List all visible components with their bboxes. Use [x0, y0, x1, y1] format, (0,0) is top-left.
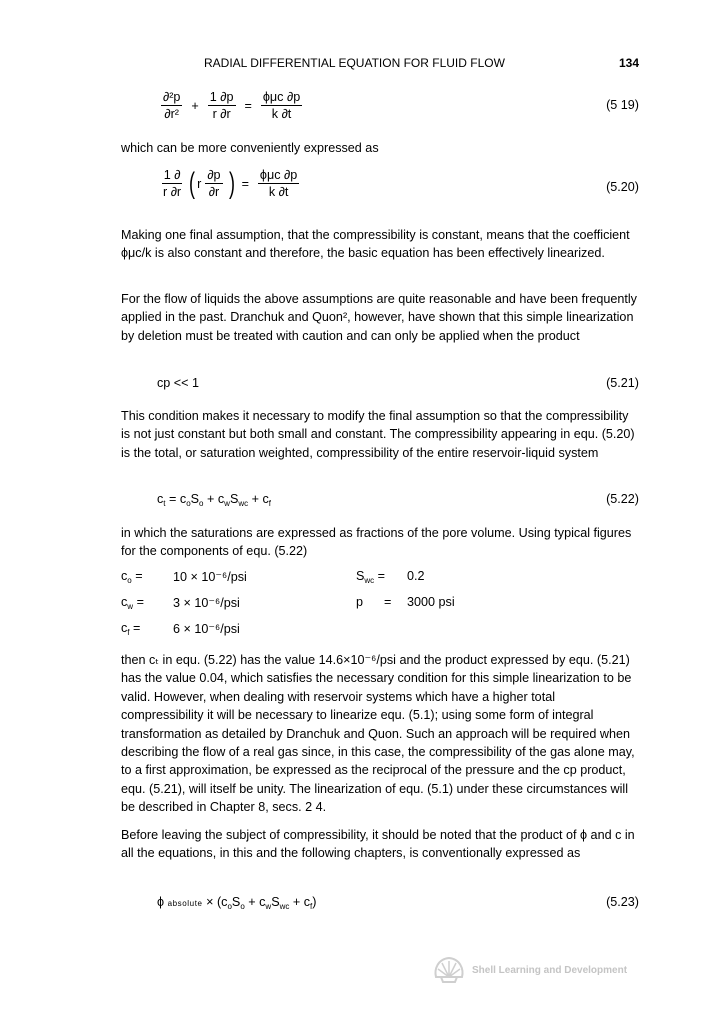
- eq-term: S: [190, 492, 200, 506]
- equation-5-23: [157, 895, 316, 911]
- fraction-d2p-dr2: [161, 90, 182, 121]
- value-symbol: c: [121, 595, 128, 609]
- running-header-title: RADIAL DIFFERENTIAL EQUATION FOR FLUID FLOW: [204, 56, 505, 70]
- shell-logo-icon: [432, 955, 466, 985]
- paragraph-final-assumption: Making one final assumption, that the compressibility is constant, means that the coefficient ϕμc/k is also constant and therefore, the basic equation has been effectively linearized.: [121, 228, 630, 261]
- denominator: k ∂t: [271, 107, 292, 121]
- value-cf: 6 × 10⁻⁶/psi: [173, 622, 240, 636]
- value-swc-label: [356, 569, 385, 585]
- value-equals: =: [131, 569, 143, 583]
- equation-5-22: [157, 492, 271, 508]
- value-cf-label: [121, 621, 140, 637]
- variable-r: r: [197, 176, 202, 191]
- eq-term: + c: [244, 895, 266, 909]
- fraction-rhs: [258, 168, 299, 199]
- eq-term: absolute: [167, 899, 203, 908]
- equation-5-19: [157, 90, 306, 121]
- denominator: ∂r: [208, 185, 220, 199]
- paragraph-before-leaving: Before leaving the subject of compressibility, it should be noted that the product of ϕ and c in all the equations, in this and the following chapters, is conventionally expressed as: [121, 828, 635, 861]
- eq-term: ): [312, 895, 317, 909]
- denominator: r ∂r: [212, 107, 231, 121]
- equation-5-21: cp << 1: [157, 376, 200, 390]
- text-line-conveniently: which can be more conveniently expressed as: [121, 141, 379, 155]
- value-symbol: c: [121, 621, 128, 635]
- close-paren: ): [228, 166, 235, 200]
- eq-subscript: w: [224, 499, 230, 508]
- value-p-equals: =: [384, 595, 392, 609]
- equation-number-5-23: (5.23): [606, 895, 639, 909]
- value-p-label: p: [356, 595, 364, 609]
- equation-5-20: [157, 168, 303, 199]
- eq-term: + c: [203, 492, 225, 506]
- eq-subscript: t: [163, 499, 166, 508]
- eq-term: + c: [248, 492, 269, 506]
- value-subscript: f: [127, 628, 130, 637]
- value-symbol: S: [356, 569, 365, 583]
- eq-term: S: [271, 895, 280, 909]
- denominator: r ∂r: [163, 185, 182, 199]
- fraction-rhs: [261, 90, 302, 121]
- eq-subscript: f: [268, 499, 272, 508]
- eq-subscript: o: [240, 902, 245, 911]
- eq-term: c: [157, 492, 164, 506]
- denominator: ∂r²: [164, 107, 180, 121]
- equation-number-5-22: (5.22): [606, 492, 639, 506]
- eq-subscript: wc: [238, 499, 249, 508]
- value-subscript: w: [127, 602, 134, 611]
- equation-number-5-19: (5 19): [606, 98, 639, 112]
- value-subscript: wc: [364, 576, 375, 585]
- eq-subscript: f: [310, 902, 313, 911]
- value-co-label: [121, 569, 143, 585]
- equation-number-5-20: (5.20): [606, 180, 639, 194]
- eq-term: S: [231, 895, 241, 909]
- eq-subscript: wc: [279, 902, 290, 911]
- paragraph-saturations: in which the saturations are expressed as fractions of the pore volume. Using typical figures for the components of equ. (5.22): [121, 526, 632, 559]
- fraction-dp-dr: [205, 168, 222, 199]
- numerator: ϕμc ∂p: [262, 90, 301, 104]
- value-swc: 0.2: [407, 569, 425, 583]
- numerator: ∂²p: [163, 90, 181, 104]
- eq-subscript: w: [265, 902, 272, 911]
- value-cw-label: [121, 595, 144, 611]
- eq-term: = c: [165, 492, 187, 506]
- value-symbol: c: [121, 569, 128, 583]
- paragraph-flow-of-liquids: For the flow of liquids the above assumptions are quite reasonable and have been frequently applied in the past. Dranchuk and Quon², however, have shown that this simple linearization by deletion must be treated with caution and can only be applied when the product: [121, 292, 637, 343]
- numerator: 1 ∂p: [209, 90, 234, 104]
- eq-subscript: o: [186, 499, 191, 508]
- equals-sign: =: [244, 98, 252, 113]
- eq-term: × (c: [202, 895, 228, 909]
- fraction-1-r-d-dr: [161, 168, 183, 199]
- open-paren: (: [189, 166, 196, 200]
- footer-logo: [432, 955, 627, 985]
- numerator: ∂p: [207, 168, 221, 182]
- eq-term: + c: [289, 895, 311, 909]
- denominator: k ∂t: [268, 185, 289, 199]
- fraction-1-r-dp-dr: [208, 90, 236, 121]
- value-equals: =: [374, 569, 386, 583]
- value-cw: 3 × 10⁻⁶/psi: [173, 596, 240, 610]
- value-equals: =: [133, 595, 144, 609]
- value-p: 3000 psi: [407, 595, 455, 609]
- paragraph-then-ct: then cₜ in equ. (5.22) has the value 14.6×10⁻⁶/psi and the product expressed by equ. (5.21) has the value 0.04, which satisfies the necessary condition for this simple linearization to be valid. However, when dealing with reservoir systems which have a higher total compressibility it will be necessary to linearize equ. (5.1); using some form of integral transformation as detailed by Dranchuk and Quon. Such an approach will be required when describing the flow of a real gas since, in this case, the compressibility of the gas alone may, to a first approximation, be expressed as the reciprocal of the pressure and the cp product, equ. (5.21), will itself be unity. The linearization of equ. (5.1) under these circumstances will be described in Chapter 8, secs. 2 4.: [121, 653, 635, 815]
- eq-subscript: o: [227, 902, 232, 911]
- numerator: 1 ∂: [163, 168, 181, 182]
- plus-sign: +: [191, 98, 199, 113]
- page-number: 134: [619, 56, 640, 70]
- numerator: ϕμc ∂p: [259, 168, 298, 182]
- equals-sign: =: [241, 176, 249, 191]
- value-co: 10 × 10⁻⁶/psi: [173, 570, 247, 584]
- eq-term: ϕ: [157, 895, 165, 909]
- eq-term: S: [229, 492, 239, 506]
- equation-number-5-21: (5.21): [606, 376, 639, 390]
- value-subscript: o: [127, 576, 132, 585]
- footer-logo-text: Shell Learning and Development: [472, 964, 628, 976]
- eq-subscript: o: [199, 499, 204, 508]
- paragraph-condition: This condition makes it necessary to modify the final assumption so that the compressibility is not just constant but both small and constant. The compressibility appearing in equ. (5.20) is the total, or saturation weighted, compressibility of the entire reservoir-liquid system: [121, 409, 635, 460]
- value-equals: =: [129, 621, 141, 635]
